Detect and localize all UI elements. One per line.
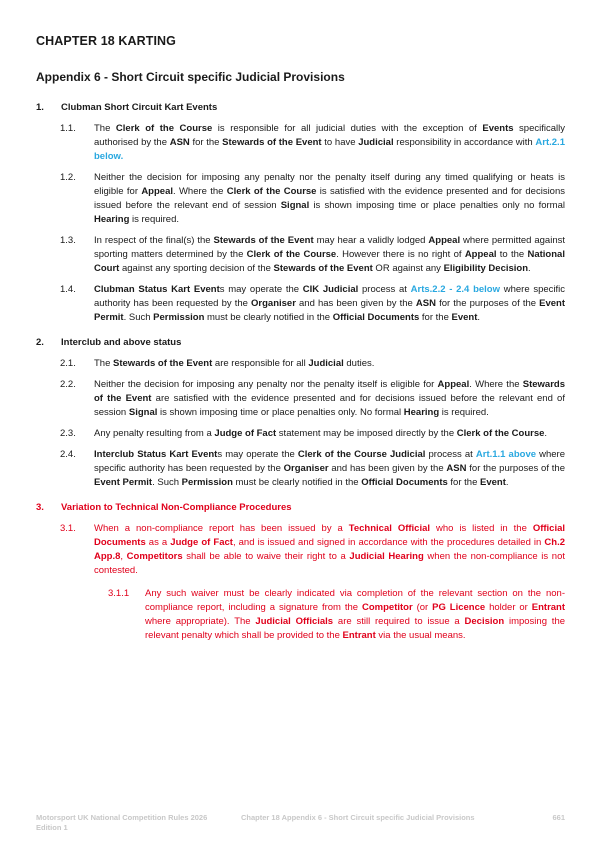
clause-1-3 xyxy=(36,234,565,276)
footer-publication: Motorsport UK National Competition Rules 2026 xyxy=(36,813,208,822)
document-page xyxy=(36,34,565,643)
appendix-title: Appendix 6 - Short Circuit specific Judicial Provisions xyxy=(36,70,345,84)
clause-number: 2.2. xyxy=(60,379,76,390)
clause-text: When a non-compliance report has been issued by a Technical Official who is listed in the Official Documents as a Judge of Fact, and is issued and signed in accordance with the procedures detailed in Ch.2 App.8, Competitors shall be able to waive their right to a Judicial Hearing when the non-compliance is not contested. xyxy=(94,523,566,576)
clause-number: 1.1. xyxy=(60,123,76,134)
footer-edition: Edition 1 xyxy=(36,823,68,832)
section-title: Clubman Short Circuit Kart Events xyxy=(61,102,218,113)
clause-2-1 xyxy=(36,357,565,371)
clause-2-2 xyxy=(36,378,565,420)
clause-text: The Clerk of the Course is responsible for all judicial duties with the exception of Events specifically authorised by the ASN for the Stewards of the Event to have Judicial responsibility in accordance with Art.2.1 below. xyxy=(94,123,565,162)
clause-1-2 xyxy=(36,171,565,227)
clause-text: The Stewards of the Event are responsible for all Judicial duties. xyxy=(94,358,375,369)
clause-number: 3.1. xyxy=(60,523,76,534)
cross-reference-link[interactable]: Art.2.1 below. xyxy=(94,137,565,162)
clause-1-4 xyxy=(36,283,565,325)
clause-number: 3.1.1 xyxy=(108,588,130,599)
clause-text: In respect of the final(s) the Stewards of the Event may hear a validly lodged Appeal where permitted against sporting matters determined by the Clerk of the Course. However there is no right of Appeal to the National Court against any sporting decision of the Stewards of the Event OR against any Eligibility Decision. xyxy=(94,235,565,274)
clause-1-1 xyxy=(36,122,565,164)
clause-number: 1.2. xyxy=(60,172,76,183)
clause-number: 2.1. xyxy=(60,358,76,369)
clause-text: Any such waiver must be clearly indicated via completion of the relevant section on the non-compliance report, including a signature from the Competitor (or PG Licence holder or Entrant where appropriate). The Judicial Officials are still required to issue a Decision imposing the relevant penalty which shall be provided to the Entrant via the usual means. xyxy=(145,588,566,641)
clause-text: Clubman Status Kart Events may operate the CIK Judicial process at Arts.2.2 - 2.4 below where specific authority has been requested by the Organiser and has been given by the ASN for the purposes of the Event Permit. Such Permission must be clearly notified in the Official Documents for the Event. xyxy=(94,284,566,323)
clause-text: Any penalty resulting from a Judge of Fact statement may be imposed directly by the Clerk of the Course. xyxy=(94,428,548,439)
section-number: 1. xyxy=(36,102,44,113)
clause-3-1 xyxy=(36,522,565,578)
clause-number: 1.3. xyxy=(60,235,76,246)
clause-3-1-1 xyxy=(36,587,565,643)
clause-text: Interclub Status Kart Events may operate the Clerk of the Course Judicial process at Art.1.1 above where specific authority has been requested by the Organiser and has been given by the ASN for the purposes of the Event Permit. Such Permission must be clearly notified in the Official Documents for the Event. xyxy=(94,449,566,488)
section-number: 2. xyxy=(36,337,44,348)
section-heading-1 xyxy=(36,102,565,113)
clause-2-3 xyxy=(36,427,565,441)
section-heading-2 xyxy=(36,337,565,348)
clause-number: 2.4. xyxy=(60,449,76,460)
cross-reference-link[interactable]: Arts.2.2 - 2.4 below xyxy=(410,284,500,295)
clause-number: 2.3. xyxy=(60,428,76,439)
clause-text: Neither the decision for imposing any penalty nor the penalty itself is eligible for Appeal. Where the Stewards of the Event are satisfied with the evidence presented and for decisions issued before the relevant end of session Signal is shown imposing time or place penalties only. No formal Hearing is required. xyxy=(94,379,565,418)
section-title: Interclub and above status xyxy=(61,337,182,348)
chapter-title: CHAPTER 18 KARTING xyxy=(36,34,177,48)
page-number: 661 xyxy=(552,813,565,822)
section-title: Variation to Technical Non-Compliance Procedures xyxy=(61,502,292,513)
section-heading-3 xyxy=(36,502,565,513)
clause-2-4 xyxy=(36,448,565,490)
clause-text: Neither the decision for imposing any penalty nor the penalty itself during any timed qualifying or heats is eligible for Appeal. Where the Clerk of the Course is satisfied with the evidence presented and for decisions issued before the relevant end of session Signal is shown imposing time or place penalties only no formal Hearing is required. xyxy=(94,172,566,225)
section-number: 3. xyxy=(36,502,44,513)
cross-reference-link[interactable]: Art.1.1 above xyxy=(475,449,537,460)
footer-section-title: Chapter 18 Appendix 6 - Short Circuit specific Judicial Provisions xyxy=(241,813,475,822)
clause-number: 1.4. xyxy=(60,284,76,295)
